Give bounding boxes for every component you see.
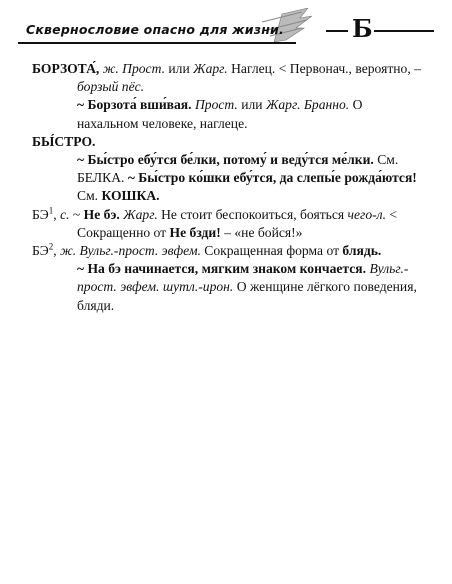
grammar-label: Жарг. [193,61,228,76]
phrase: ~ Бы́стро ебу́тся бе́лки, потому́ и веду́тся ме́лки. [77,152,374,168]
phrase: ~ Бы́стро ко́шки ебу́тся, да слепы́е рожда́ются! [127,170,417,186]
header-underline [18,42,296,44]
homonym-number: 2 [48,241,54,252]
grammar-label: Жарг. [119,206,158,222]
grammar-label: ж. Вульг.-прост. эвфем. [60,243,201,259]
definition-text: – «не бойся!» [220,224,303,240]
section-letter: Б [352,14,373,43]
homonym-number: 1 [48,205,54,216]
entry-be-2 [32,242,424,260]
grammar-label: чего-л. [347,206,387,222]
entry-be-1 [32,206,424,242]
definition-text: Наглец. < Первонач., вероятно, – [227,61,421,76]
header-title: Сквернословие опасно для жизни. [26,22,284,37]
subentry-bystro-phrases [32,151,424,206]
headword: БЭ [32,206,49,222]
cross-reference-target: КОШКА. [101,188,160,204]
phrase: Не бэ. [83,206,120,222]
subentry-be-2-phrase [32,260,424,315]
header-dash-right [374,30,434,32]
separator: , [53,243,61,259]
cross-reference: См. БЕЛКА. [77,152,399,186]
definition-text: < Сокращенно от [77,206,398,240]
example-text: борзый пёс. [77,79,145,95]
definition-text: О женщине лёгкого поведения, бляди. [77,279,417,313]
phrase: ~ Борзота́ вши́вая. [77,97,192,113]
phrase: ~ На бэ начинается, мягким знаком кончается. [77,261,367,277]
grammar-label: Жарг. Бранно. [265,97,350,113]
phrase: Не бзди! [169,224,221,240]
definition-text: или [164,61,194,76]
definition-text: См. [77,188,102,204]
headword: БЫ́СТРО. [32,133,96,149]
definition-text: Не стоит беспокоиться, бояться [157,206,348,222]
subentry-borzota-vshivaya [32,96,424,132]
grammar-label: Прост. [191,97,238,113]
dictionary-page [32,60,424,315]
headword: БЭ [32,243,49,259]
phrase: блядь. [342,243,382,259]
definition-text: или [237,97,266,113]
definition-text: ~ [69,206,84,222]
entry-borzota [32,60,424,96]
grammar-label: ж. Прост. [102,61,165,76]
grammar-label: с. [60,206,70,222]
header-dash-left [326,30,348,32]
grammar-label: Вульг.-прост. эвфем. шутл.-ирон. [77,261,409,295]
separator: , [53,206,61,222]
headword: БОРЗОТА́, [32,61,100,76]
definition-text: О нахальном человеке, наглеце. [77,97,363,131]
running-header [12,8,442,48]
entry-bystro [32,133,424,151]
definition-text: Сокращенная форма от [200,243,343,259]
